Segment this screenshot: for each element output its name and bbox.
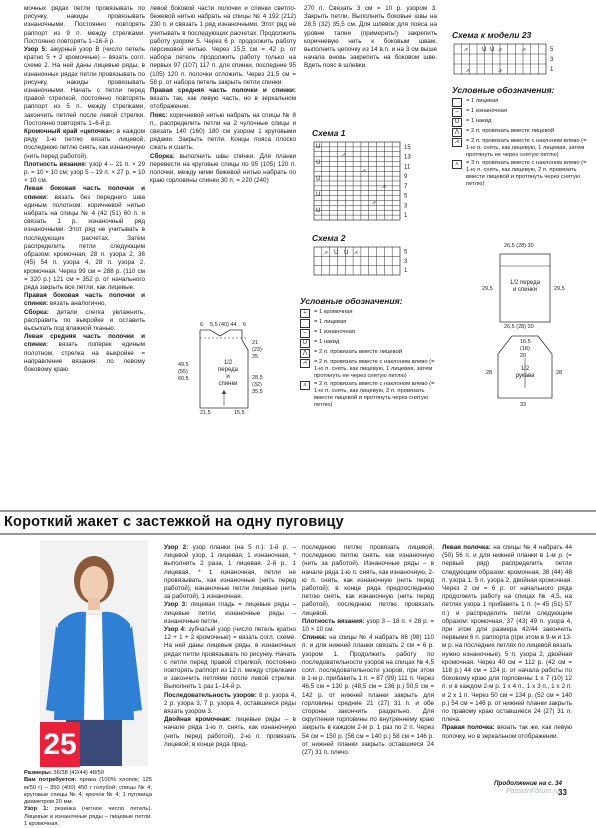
continue-note: Продолжение на с. 34 [494, 780, 562, 787]
row-number: 5 [404, 249, 408, 256]
paragraph-heading: Сборка: [24, 308, 49, 316]
pattern-middle [160, 320, 300, 420]
paragraph-heading: Размеры: [24, 770, 52, 776]
paragraph [24, 806, 152, 828]
paragraph [164, 716, 296, 749]
text-column-1-top [24, 5, 145, 374]
legend-symbol-icon: U [300, 339, 310, 348]
paragraph-text: вязать без переднего шва единым полотном: коричневой нитью набрать на спицы № 4 (42 (51) 60 п. и связать 1 р. изнаночный ряд изнаночными. Этот ряд не учитывать в последующих расчетах. Затем распределить петли следующим образом: кромочная, 28 п. узора 2, 36 (45) 54 п. узора 4, 28 п. узора 2, кромочная. Через 99 см = 288 р. (110 см = 320 р.) 121 см = 352 р. от начального ряда закрыть все петли, как лицевые. [24, 193, 145, 291]
paragraph-heading: Двойная кромочная: [164, 716, 232, 724]
pattern-middle-dim-right2: (23) [252, 347, 262, 353]
paragraph-heading: Последовательность узоров: [164, 691, 257, 699]
svg-text:⩘: ⩘ [362, 167, 366, 174]
legend-item [300, 319, 440, 328]
row-number: 15 [404, 144, 411, 151]
paragraph [24, 185, 145, 292]
legend-item [452, 160, 587, 188]
legend-middle-title: Условные обозначения: [300, 296, 403, 306]
pattern-middle-dim-top2: 5,5 (40) 44 [210, 322, 237, 328]
legend-symbol-icon: U [452, 118, 462, 127]
legend-text: = 1 лицевая [466, 98, 499, 104]
paragraph [150, 153, 296, 186]
pattern-right-front-right: 29,5 [554, 286, 565, 292]
legend-text: = 1 кромочная [314, 309, 353, 315]
legend-symbol-icon: – [300, 329, 310, 338]
paragraph-text: резинка (четное число петель). Лицевые и изнаночные ряды – лицевые петли. 1 кромочная. [24, 806, 152, 828]
paragraph-heading: Плотность вязания: [302, 617, 365, 625]
pattern-middle-dim-top3: 6 [243, 322, 247, 328]
pattern-right [468, 238, 588, 418]
legend-middle [300, 296, 440, 410]
legend-symbol-icon: + [300, 309, 310, 318]
paragraph-text: мочных рядах петли провязывать по рисунку, накиды провязывать изнаночными. Постоянно повторять раппорт из 9 п. между стрелками. Постоянно повторять 1–16-й р. [24, 5, 145, 45]
pattern-middle-dim-left2: (55) [178, 369, 188, 375]
pattern-middle-dim-bottom1: 21,5 [200, 410, 211, 416]
paragraph-text: 36/38 (42/44) 48/50 [51, 770, 104, 776]
svg-text:U: U [316, 143, 321, 150]
paragraph [24, 128, 145, 161]
paragraph-heading: Сборка: [150, 152, 175, 160]
legend-text: = 3 п. провязать вместе с наклоном влево (= 1-ю п. снять, как лицевую, 2 п. провязать вместе лицевой и протянуть через снятую петлю) [466, 160, 587, 187]
legend-text: = 2 п. провязать вместе с наклоном влево (= 1-ю п. снять, как лицевую, 2 п. провязать вместе лицевой и протянуть через снятую петлю) [314, 381, 435, 408]
pattern-middle-label: 1/2 переда и спинки [218, 360, 238, 387]
legend-text: = 1 накид [314, 339, 340, 345]
legend-text: = 2 п. провязать вместе лицевой [466, 128, 555, 134]
paragraph [24, 333, 145, 374]
paragraph-text: зубчатый узор (число петель кратно 12 + 1 + 2 кромочные) = вязать согл. схеме. На ней даны лицевые ряды, в изнаночных рядах петли провязывать по рисунку. Начать с петли перед правой стрелкой, постоянно повторять раппорт из 12 п. между стрелками и закончить петлями после левой стрелки. Выполнить 1 раз 1–14-й р. [164, 626, 296, 691]
pattern-middle-dim-rv3: 35,5 [252, 389, 263, 395]
legend-item [300, 349, 440, 358]
paragraph-text: последнюю петлю провязать лицевой, последнюю петлю снять, как изнаночную (нить за работой). Изнаночные ряды – в начале ряда 1-ю п. снять, как изнаночную, 2-ю п. снять, как изнаночную (нить перед работой); в конце ряда предпоследнюю петлю снять, как изнаночную (нить перед работой), последнюю петлю провязать лицевой. [302, 544, 434, 617]
svg-text:U: U [334, 249, 339, 256]
text-column-2-top [150, 5, 296, 185]
paragraph-text: узор 4 – 21 п. × 29 р. = 10 × 10 см; узор 5 – 19 п. × 27 р. = 10 × 10 см. [24, 160, 145, 185]
paragraph [24, 777, 152, 806]
text-column-3-top [304, 5, 437, 71]
legend-text: = 1 изнаночная [466, 108, 508, 114]
paragraph-heading: Узор 3: [164, 601, 188, 609]
paragraph-text: детали слегка увлажнить, расправить по выкройке и оставить высыхать под влажной тканью. [24, 308, 145, 332]
schema-2 [312, 233, 430, 279]
legend-text: = 1 накид [466, 118, 492, 124]
legend-item [452, 98, 587, 107]
paragraph [24, 161, 145, 186]
legend-item [452, 108, 587, 117]
legend-text: = 2 п. провязать вместе лицевой [314, 349, 403, 355]
svg-text:⩘: ⩘ [464, 46, 468, 53]
paragraph-text: ажурный узор В (число петель кратно 5 + 2 кромочные) – вязать согл. схеме 2. На ней даны лицевые ряды, в изнаночных рядах петли провязывать по рисунку, накиды провязывать изнаночными. Начать с петли перед правой стрелкой, постоянно повторять раппорт из 5 п. между стрелками, закончить петлей после левой стрелки. Постоянно повторять 1–6-й р. [24, 46, 145, 127]
pattern-middle-dim-rv2: (32) [252, 382, 262, 388]
svg-text:⩘: ⩘ [382, 183, 386, 190]
paragraph [164, 601, 296, 626]
paragraph [24, 309, 145, 334]
schema-1-grid [312, 140, 430, 222]
schema-2-grid [312, 245, 430, 279]
pattern-right-mid: 26,5 (28) 30 [504, 324, 534, 330]
legend-symbol-icon: ⋀ [452, 128, 462, 137]
svg-text:U: U [316, 207, 321, 214]
schema-model-23-grid [452, 42, 562, 82]
paragraph [302, 618, 434, 634]
legend-symbol-icon: ⋀ [300, 349, 310, 358]
paragraph-heading: Узор 1: [24, 806, 49, 813]
paragraph [442, 544, 572, 724]
paragraph-heading: Правая полочка: [442, 724, 495, 732]
paragraph [164, 692, 296, 717]
row-number: 3 [404, 258, 408, 265]
pattern-right-sleeve-right: 28 [556, 370, 563, 376]
paragraph [24, 5, 145, 46]
pattern-right-sleeve-bottom: 33 [520, 402, 527, 408]
legend-item [300, 309, 440, 318]
paragraph-heading: Левая полочка: [442, 544, 491, 551]
paragraph [150, 5, 296, 87]
pattern-middle-dim-right1: 21 [252, 340, 259, 346]
paragraph-heading: Плотность вязания: [24, 160, 87, 168]
pattern-right-front-left: 29,5 [482, 286, 493, 292]
paragraph [442, 724, 572, 740]
paragraph [304, 5, 437, 71]
svg-text:U: U [316, 175, 321, 182]
row-number: 1 [404, 268, 408, 275]
paragraph [150, 112, 296, 153]
paragraph-text: на спицы № 4 набрать 44 (50) 56 п. и для нижней планки в 1-м р. (= первый ряд) распределить петли следующим образом: кромочная, 38 (44) 48 п. узора 1, 5 п. узора 2, двойная кромочная. Через 2 см = 6 р. от начального ряда продолжить работу на спицах № 4,5, на петлях узора 1 прибавить 1 п. (= 45 (51) 57 п.) и распределить петли следующим образом: кромочная, 37 (43) 49 п. узора 4, при этом для размера 42/44 закончить первыми 6 п. раппорта (при этом в 9-м и 13-м р. на последних петлях по лицевой вязать нужно изнаночные), 5 п. узора 2, двойная кромочная. Через 40 см = 112 р. (42 см = 118 р.) 44 см = 124 р. от начала работы по боковому краю для горловины 1 х 7 (10) 12 п. и в каждом 2-м р. 1 х 4 п., 1 х 3 п., 1 х 2 п. и 2 х 1 п. Через 50 см = 134 р. (52 см = 140 р.) 54 см = 146 р. от нижней планки закрыть по правому краю оставшиеся 24 (27) 31 п. плеча. [442, 544, 573, 724]
paragraph-heading: Левая боковая часть полочки и спинки: [24, 185, 145, 201]
row-number: 7 [404, 183, 408, 190]
svg-text:⩘: ⩘ [498, 46, 502, 53]
pattern-right-sleeve-top3: 20 [520, 353, 527, 359]
row-number: 11 [404, 164, 411, 171]
paragraph [24, 292, 145, 308]
pattern-right-sleeve-label: 1/2 рукава [515, 366, 535, 379]
paragraph-heading: Кромочный край «цепочка»: [24, 128, 115, 136]
paragraph-heading: Узор 2: [164, 544, 189, 551]
pattern-middle-dim-right3: 25 [252, 354, 259, 360]
paragraph-heading: Спинка: [302, 634, 327, 642]
model-number-badge: 25 [40, 722, 80, 767]
svg-text:⩘: ⩘ [372, 199, 376, 206]
legend-symbol-icon: – [452, 108, 462, 117]
row-number: 3 [550, 57, 554, 63]
legend-right-title: Условные обозначения: [452, 85, 555, 95]
row-number: 5 [550, 47, 554, 53]
paragraph-text: 8 р. узора 4, 2 р. узора 3, 7 р. узора 4, оставшиеся ряды вязать узором 3. [164, 691, 296, 716]
row-number: 13 [404, 154, 411, 161]
svg-text:⩘: ⩘ [522, 46, 526, 53]
row-number: 5 [404, 193, 408, 200]
paragraph-heading: Вам потребуется: [24, 777, 77, 784]
schema-1-title: Схема 1 [312, 128, 346, 138]
pattern-right-front-label: 1/2 переда и спинки [510, 280, 540, 293]
legend-text: = 1 изнаночная [314, 329, 356, 335]
svg-text:⩘: ⩘ [498, 67, 502, 74]
paragraph-text: левой боковой части полочки и спинки светло-бежевой нитью набрать на спицы № 4 192 (212) 230 п. и связать 1 ряд изнаночными. Этот ряд не учитывать в последующих расчетах. Продолжить работу узором 5. Через 6 р. продолжить работу персиковой нитью. Через 15,5 см = 42 р. от набора петель продолжить работу только на первых 97 (107) 117 п. для спинки, последние 95 (105) 120 п. полочки отложить. Через 21,5 см = 58 р. от набора петель закрыть петли спинки. [150, 5, 296, 86]
paragraph-text: вязать аналогично. [48, 300, 107, 308]
paragraph-heading: Узор 5: [24, 46, 48, 54]
pattern-middle-dim-rv1: 28,5 [252, 375, 263, 381]
text-column-2-bottom [164, 544, 296, 749]
paragraph-text: лицевые ряды – в начале ряда 1-ю п. снять, как изнаночную (нить перед работой), 2-ю п. провязать лицевой; в конце ряда пред- [164, 716, 296, 748]
section-rule-top [0, 510, 596, 512]
paragraph-heading: Правая боковая часть полочки и спинки: [24, 292, 145, 308]
paragraph-text: узор планки (на 5 п.): 1-й р. – лицевой узор, 1 лицевая, 1 изнаночная, * выполнить 2 раза, 1 лицевая. 2-й р.: 1 лицевая, * 1 изнаночная, петли не провязывать, как изнаночные (нить перед работой), изнаночные петли лицевые (нить за работой), 1 изнаночная. [164, 544, 296, 601]
paragraph-text: на спицы № 4 набрать 86 (98) 110 п. и для нижней планки связать 2 см = 6 р. узором 1. Продолжить работу по последовательности узоров на спицах № 4,5 согл. последовательности узоров, при этом в 1-м р. прибавить 1 п. = 87 (99) 111 п. Через 46,5 см = 130 р. (48,5 см = 136 р.) 50,5 см = 142 р. от нижней планки закрыть для горловины средние 21 (27) 31 п. и обе стороны закончить раздельно. Для скругления горловины по внутреннему краю закрыть в каждом 2-м р. 1 раз по 2 п. Через 54 см = 150 р. (56 см = 140 р.) 58 см = 146 р. от нижней планки закрыть оставшиеся 24 (27) 31 п. плечо. [302, 634, 434, 757]
schema-1 [312, 128, 430, 222]
schema-model-23-title: Схема к модели 23 [452, 30, 532, 40]
svg-text:U: U [316, 159, 321, 166]
legend-text: = 1 лицевая [314, 319, 347, 325]
paragraph [150, 87, 296, 112]
paragraph-text: вязать поперек единым полотном, стрелка на выкройке = направление вязания: по левому боковому краю [24, 341, 145, 373]
page-number: 33 [558, 788, 567, 797]
paragraph-text: в каждом ряду 1-ю петлю вязать лицевой, последнюю петлю снять, как изнаночную (нить перед работой). [24, 128, 145, 160]
legend-symbol-icon: ⋏ [452, 160, 462, 169]
legend-item [300, 329, 440, 338]
paragraph-text: вязать так же, как левую полочку, но в зеркальном отображении. [442, 724, 572, 740]
svg-text:U: U [482, 46, 487, 53]
svg-text:⩘: ⩘ [354, 249, 358, 256]
legend-symbol-icon: ⋌ [452, 138, 462, 147]
svg-text:⩘: ⩘ [466, 67, 470, 74]
svg-text:⩘: ⩘ [342, 151, 346, 158]
legend-symbol-icon: ⋏ [300, 381, 310, 390]
row-number: 1 [550, 67, 554, 73]
svg-text:U: U [316, 191, 321, 198]
paragraph-text: коричневой нитью набрать на спицы № 8 п., распределить петли на 2 чулочные спицы и связать 140 (160) 180 см узором 1 круговыми рядами. Закрыть петли. Концы пояса плоско сжать и сшить. [150, 111, 296, 152]
paragraph-text: 270 п. Связать 3 см = 10 р. узором 3. Закрыть петли. Выполнить боковые швы на 28,5 (32) 35,5 см. Для шлевок для пояса на уровне талии (примерить!) закрепить коричневую нить к боковым швам, выполнить цепочку из 14 в.п. и на 3 см выше начала вновь закрепить на боковом шве. Вдеть пояс в шлевки. [304, 5, 437, 70]
paragraph-heading: Узор 4: [164, 626, 187, 634]
legend-item [300, 339, 440, 348]
watermark: PassionForum.ru [506, 788, 560, 795]
row-number: 3 [404, 203, 408, 210]
legend-symbol-icon: ⋌ [300, 359, 310, 368]
paragraph-heading: Пояс: [150, 111, 168, 119]
legend-text: = 2 п. провязать вместе с наклоном влево (= 1-ю п. снять, как лицевую, 1 лицевая, затем протянуть ее через снятую петлю) [314, 359, 435, 379]
paragraph [164, 544, 296, 601]
paragraph-text: узор 3 – 18 п. × 28 р. = 10 × 10 см. [302, 617, 434, 634]
pattern-right-sleeve-top2: (18) [520, 346, 530, 352]
legend-item [452, 138, 587, 159]
text-column-4-bottom [442, 544, 572, 741]
section-rule-bottom [0, 533, 596, 535]
legend-item [300, 359, 440, 380]
legend-text: = 2 п. провязать вместе с наклоном влево (= 1-ю п. снять, как лицевую, 1 лицевая, затем протянуть ее через снятую петлю) [466, 138, 587, 158]
paragraph-heading: Левая средняя часть полочки и спинки: [24, 333, 145, 349]
pattern-right-top: 26,5 (28) 30 [504, 243, 534, 249]
paragraph-text: вязать так, как левую часть, но в зеркальном отображении. [150, 95, 296, 111]
row-number: 1 [404, 213, 408, 220]
legend-right [452, 85, 587, 189]
pattern-middle-dim-bottom2: 15,5 [234, 410, 245, 416]
text-column-3-bottom [302, 544, 434, 757]
legend-item [452, 118, 587, 127]
svg-text:⩘: ⩘ [324, 249, 328, 256]
paragraph [302, 544, 434, 618]
paragraph-text: лицевая гладь = лицевые ряды – лицевые петли, изнаночные ряды – изнаночные петли. [164, 601, 296, 625]
legend-item [300, 381, 440, 409]
paragraph-text: выполнить швы спинки. Для планки перевести на круговые спицы по 95 (105) 120 п. полочки, между ними бежевой нитью набрать по краю горловины спинки 30 п. = 220 (240) [150, 152, 296, 185]
text-column-1-bottom [24, 770, 152, 828]
legend-symbol-icon [300, 319, 310, 328]
paragraph [164, 626, 296, 692]
paragraph [24, 46, 145, 128]
svg-text:U: U [490, 46, 495, 53]
pattern-right-sleeve-left: 28 [486, 370, 493, 376]
pattern-right-sleeve-top1: 16,5 [520, 339, 531, 345]
pattern-middle-dim-left1: 49,5 [178, 362, 189, 368]
paragraph [302, 634, 434, 757]
svg-text:U: U [344, 249, 349, 256]
section-title: Короткий жакет с застежкой на одну пуговицу [4, 514, 344, 530]
legend-symbol-icon [452, 98, 462, 107]
paragraph-text: пряжа (100% хлопок; 125 м/50 г) – 350 (400) 450 г голубой; спицы № 4; круговые спицы № 4; крючок № 4; 1 пуговица диаметром 20 мм. [24, 777, 152, 806]
pattern-middle-dim-left3: 60,5 [178, 376, 189, 382]
schema-2-title: Схема 2 [312, 233, 346, 243]
row-number: 9 [404, 174, 408, 181]
pattern-middle-dim-top1: 6 [200, 322, 204, 328]
legend-item [452, 128, 587, 137]
schema-model-23 [452, 30, 562, 82]
paragraph-heading: Правая средняя часть полочки и спинки: [150, 87, 296, 95]
